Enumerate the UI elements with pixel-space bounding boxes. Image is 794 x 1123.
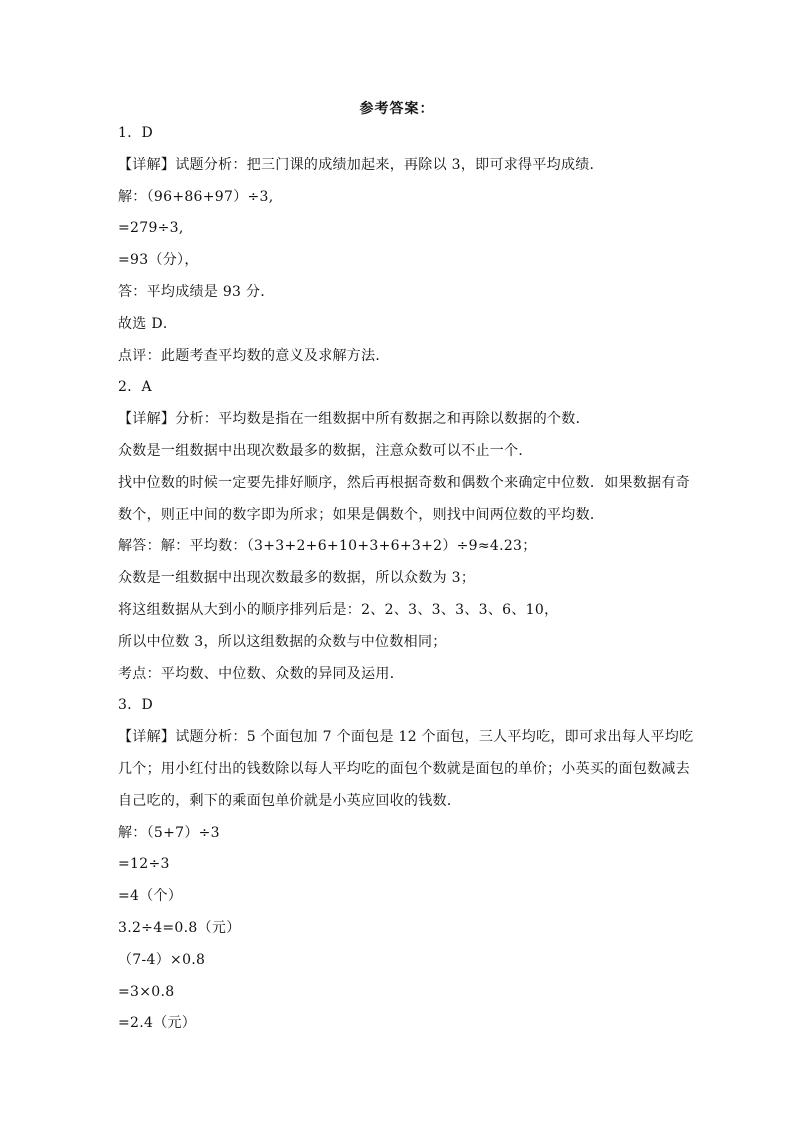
- answer-2-step: 众数是一组数据中出现次数最多的数据，所以众数为 3；: [118, 570, 476, 587]
- answer-1-step: =279÷3,: [118, 220, 184, 237]
- answer-1-step: =93（分），: [118, 252, 199, 269]
- answer-3-step: =12÷3: [118, 856, 170, 873]
- answer-3-step: =4（个）: [118, 888, 183, 905]
- answer-2-analysis: 找中位数的时候一定要先排好顺序，然后再根据奇数和偶数个来确定中位数．如果数据有奇: [118, 474, 690, 491]
- answer-2-analysis: 【详解】分析：平均数是指在一组数据中所有数据之和再除以数据的个数．: [118, 411, 590, 428]
- answer-3-step: （7-4）×0.8: [118, 951, 206, 968]
- answer-3-heading: 3．D: [118, 697, 154, 714]
- answer-2-step: 解答：解：平均数：（3+3+2+6+10+3+6+3+2）÷9≈4.23；: [118, 538, 537, 555]
- answer-3-step: =3×0.8: [118, 983, 175, 1000]
- answer-1-choice: 故选 D．: [118, 315, 178, 332]
- answer-1-analysis: 【详解】试题分析：把三门课的成绩加起来，再除以 3，即可求得平均成绩．: [118, 156, 604, 173]
- answer-3-step: 3.2÷4=0.8（元）: [118, 919, 241, 936]
- answer-content: [118, 118, 694, 1040]
- answer-1-heading: 1．D: [118, 125, 154, 141]
- answer-2-analysis: 众数是一组数据中出现次数最多的数据，注意众数可以不止一个．: [118, 442, 533, 459]
- answer-1-result: 答：平均成绩是 93 分．: [118, 283, 275, 300]
- answer-2-analysis: 数个，则正中间的数字即为所求；如果是偶数个，则找中间两位数的平均数．: [118, 506, 605, 523]
- answer-3-step: =2.4（元）: [118, 1015, 197, 1032]
- answer-2-heading: 2．A: [118, 379, 152, 396]
- answer-2-topic: 考点：平均数、中位数、众数的异同及运用．: [118, 665, 404, 682]
- page-title: 参考答案：: [359, 101, 435, 117]
- answer-3-analysis: 【详解】试题分析：5 个面包加 7 个面包是 12 个面包，三人平均吃，即可求出每人平均吃: [118, 729, 694, 746]
- answer-2-step: 所以中位数 3，所以这组数据的众数与中位数相同；: [118, 633, 447, 650]
- answer-1-step: 解：（96+86+97）÷3,: [118, 188, 274, 205]
- answer-3-step: 解：（5+7）÷3: [118, 824, 220, 841]
- answer-2-step: 将这组数据从大到小的顺序排列后是：2、2、3、3、3、3、6、10，: [118, 601, 559, 618]
- answer-3-analysis: 几个；用小红付出的钱数除以每人平均吃的面包个数就是面包的单价；小英买的面包数减去: [118, 760, 690, 777]
- answer-3-analysis: 自己吃的，剩下的乘面包单价就是小英应回收的钱数．: [118, 792, 462, 809]
- answer-1-comment: 点评：此题考查平均数的意义及求解方法．: [118, 347, 390, 364]
